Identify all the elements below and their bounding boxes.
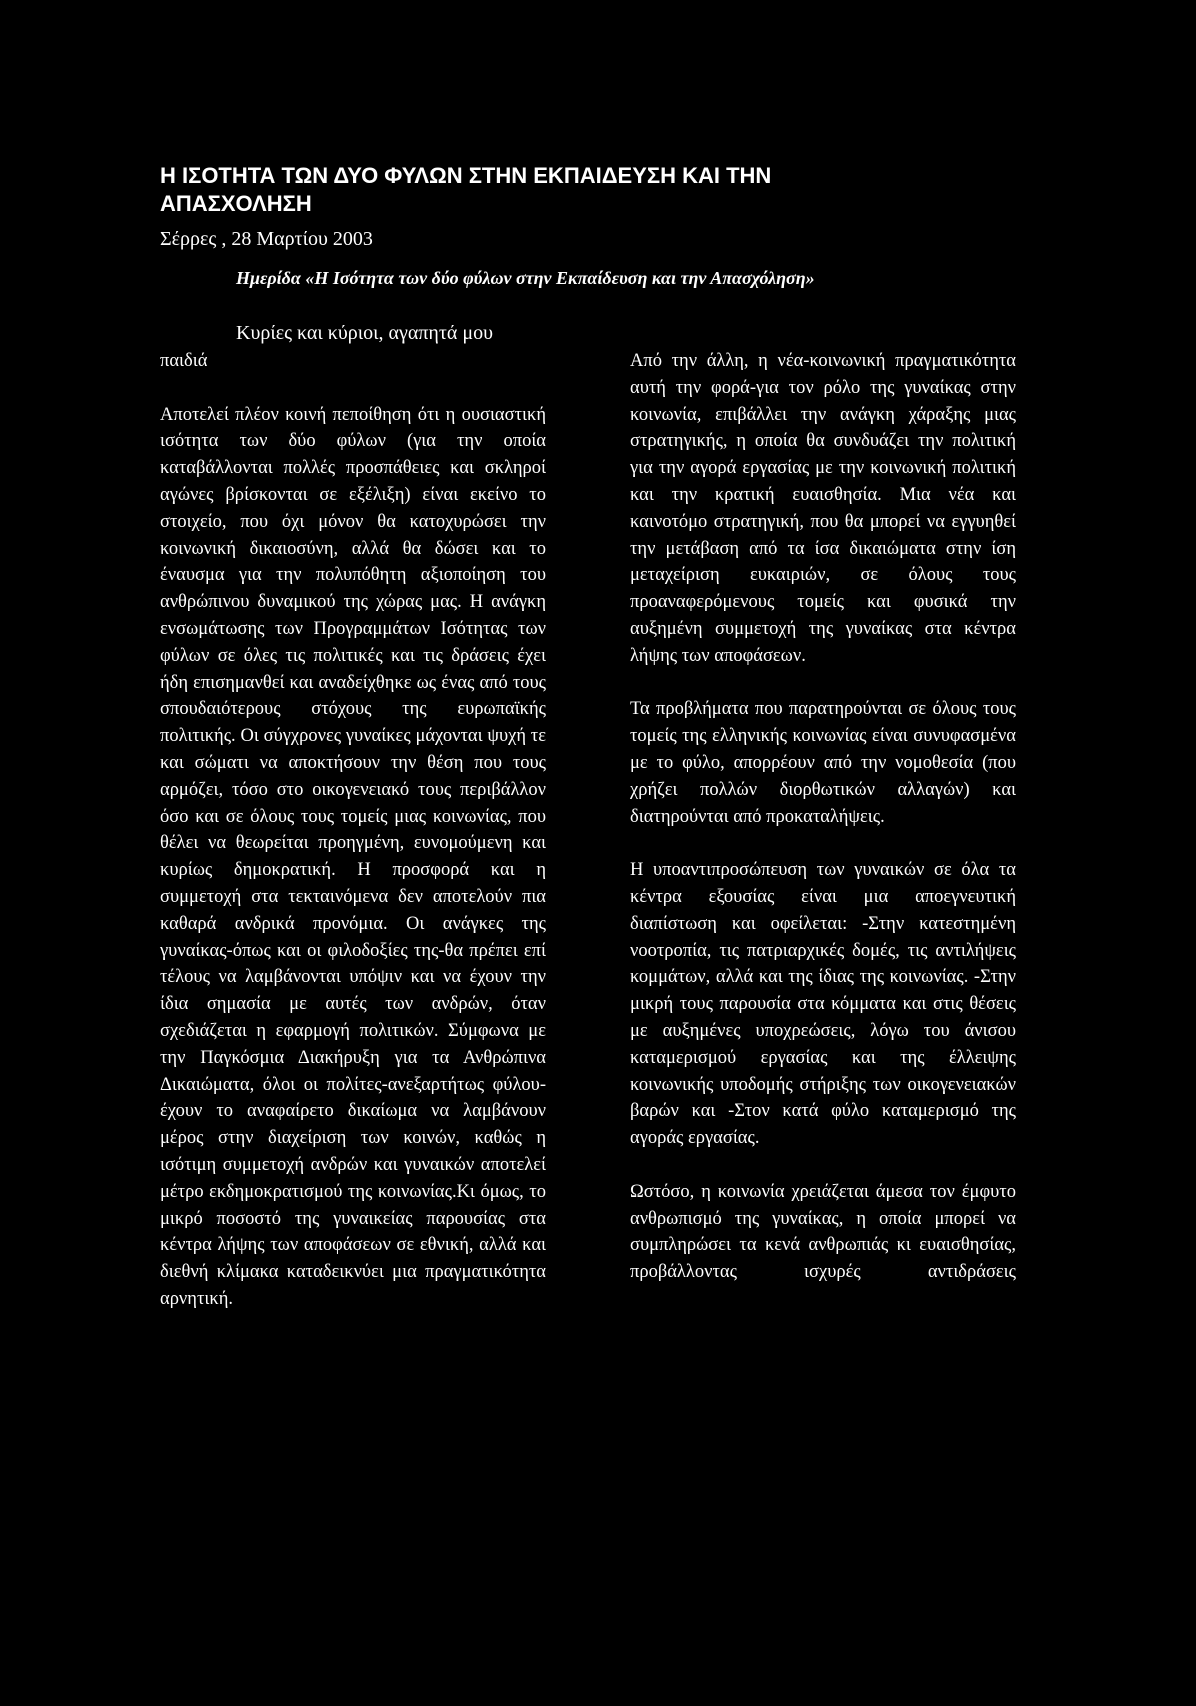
right-column <box>630 348 1016 1286</box>
paragraph: Τα προβλήματα που παρατηρούνται σε όλους τους τομείς της ελληνικής κοινωνίας είναι συνυφασμένα με το φύλο, απορρέουν από την νομοθεσία (που χρήζει πολλών διορθωτικών αλλαγών) και διατηρούνται από προκαταλήψεις. <box>630 699 1016 827</box>
document-title: Η ΙΣΟΤΗΤΑ ΤΩΝ ΔΥΟ ΦΥΛΩΝ ΣΤΗΝ ΕΚΠΑΙΔΕΥΣΗ ΚΑΙ ΤΗΝ ΑΠΑΣΧΟΛΗΣΗ <box>160 163 772 216</box>
paragraph: παιδιά <box>160 351 208 371</box>
greeting: Κυρίες και κύριοι, αγαπητά μου <box>236 322 494 344</box>
dateline: Σέρρες , 28 Μαρτίου 2003 <box>160 228 373 250</box>
paragraph: Αποτελεί πλέον κοινή πεποίθηση ότι η ουσιαστική ισότητα των δύο φύλων (για την οποία καταβάλλονται πολλές προσπάθειες και σκληροί αγώνες βρίσκονται σε εξέλιξη) είναι εκείνο το στοιχείο, που όχι μόνον θα κατοχυρώσει την κοινωνική δικαιοσύνη, αλλά θα δώσει και το έναυσμα για την πολυπόθητη αξιοποίηση του ανθρώπινου δυναμικού της χώρας μας. Η ανάγκη ενσωμάτωσης των Προγραμμάτων Ισότητας των φύλων σε όλες τις πολιτικές και τις δράσεις έχει ήδη επισημανθεί και αναδείχθηκε ως ένας από τους σπουδαιότερους στόχους της ευρωπαϊκής πολιτικής. Οι σύγχρονες γυναίκες μάχονται ψυχή τε και σώματι να αποκτήσουν την θέση που τους αρμόζει, τόσο στο οικογενειακό τους περιβάλλον όσο και σε όλους τους τομείς μιας κοινωνίας, που θέλει να θεωρείται προηγμένη, ευνομούμενη και κυρίως δημοκρατική. Η προσφορά και η συμμετοχή στα τεκταινόμενα δεν αποτελούν πια καθαρά ανδρικά προνόμια. Οι ανάγκες της γυναίκας-όπως και οι φιλοδοξίες της-θα πρέπει επί τέλους να λαμβάνονται υπόψιν και να έχουν την ίδια σημασία με αυτές των ανδρών, όταν σχεδιάζεται η εφαρμογή πολιτικών. Σύμφωνα με την Παγκόσμια Διακήρυξη για τα Ανθρώπινα Δικαιώματα, όλοι οι πολίτες-ανεξαρτήτως φύλου-έχουν το αναφαίρετο δικαίωμα να λαμβάνουν μέρος στην διαχείριση των κοινών, καθώς η ισότιμη συμμετοχή ανδρών και γυναικών αποτελεί μέτρο εκδημοκρατισμού της κοινωνίας.Κι όμως, το μικρό ποσοστό της γυναικείας παρουσίας στα κέντρα λήψης των αποφάσεων σε εθνική, αλλά και διεθνή κλίμακα καταδεικνύει μια πραγματικότητα αρνητική. <box>160 404 546 1309</box>
paragraph: Η υποαντιπροσώπευση των γυναικών σε όλα τα κέντρα εξουσίας είναι μια αποεγνευτική διαπίστωση και οφείλεται: -Στην κατεστημένη νοοτροπία, τις πατριαρχικές δομές, τις αντιλήψεις κομμάτων, αλλά και της ίδιας της κοινωνίας. -Στην μικρή τους παρουσία στα κόμματα και στις θέσεις με αυξημένες υποχρεώσεις, λόγω του άνισου καταμερισμού εργασίας και της έλλειψης κοινωνικής υποδομής στήριξης των οικογενειακών βαρών και -Στον κατά φύλο καταμερισμό της αγοράς εργασίας. <box>630 860 1016 1149</box>
paragraph: Από την άλλη, η νέα-κοινωνική πραγματικότητα αυτή την φορά-για τον ρόλο της γυναίκας στην κοινωνία, επιβάλλει την ανάγκη χάραξης μιας στρατηγικής, η οποία θα συνδυάζει την πολιτική για την αγορά εργασίας με την κοινωνική πολιτική και την κρατική ευαισθησία. Μια νέα και καινοτόμο στρατηγική, που θα μπορεί να εγγυηθεί την μετάβαση από τα ίσα δικαιώματα στην ίση μεταχείριση ευκαιριών, σε όλους τους προαναφερόμενους τομείς και φυσικά την αυξημένη συμμετοχή της γυναίκας στα κέντρα λήψης των αποφάσεων. <box>630 351 1016 666</box>
event-title: Ημερίδα «Η Ισότητα των δύο φύλων στην Εκπαίδευση και την Απασχόληση» <box>236 268 815 288</box>
paragraph: Ωστόσο, η κοινωνία χρειάζεται άμεσα τον έμφυτο ανθρωπισμό της γυναίκας, η οποία μπορεί να συμπληρώσει τα κενά ανθρωπιάς κι ευαισθησίας, προβάλλοντας ισχυρές αντιδράσεις <box>630 1181 1016 1283</box>
left-column <box>160 348 546 1313</box>
